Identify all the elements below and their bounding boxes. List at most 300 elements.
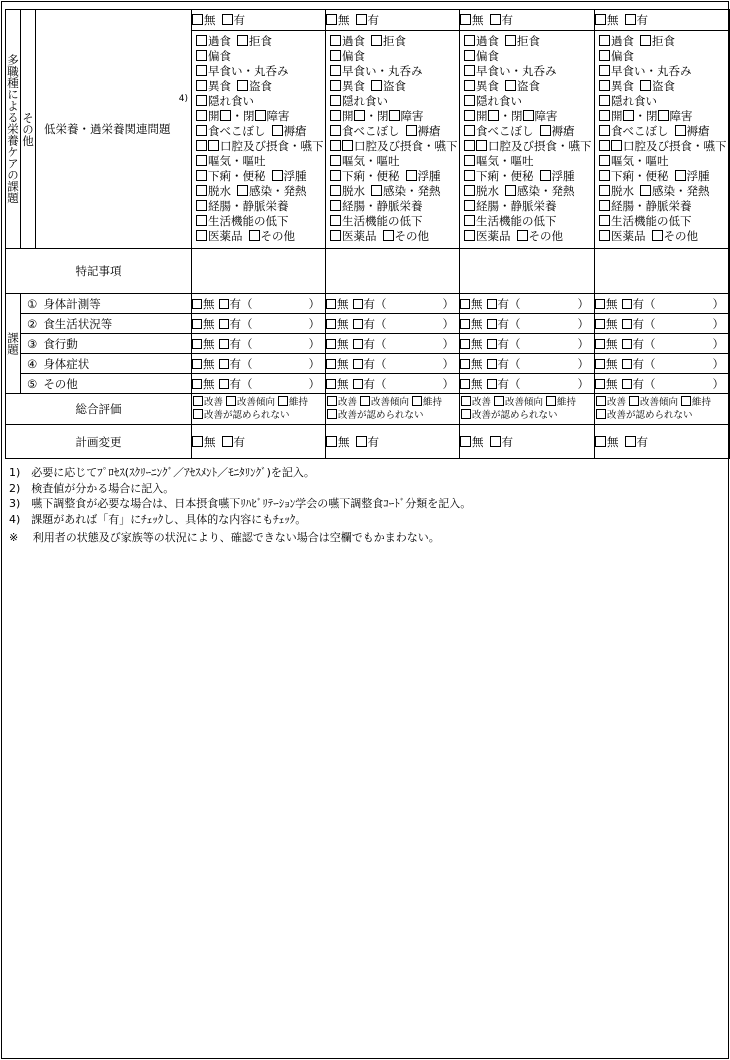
checkbox[interactable] [353, 359, 363, 369]
overall-eval-options[interactable] [595, 394, 730, 425]
checkbox[interactable] [237, 35, 248, 46]
checkbox[interactable] [406, 125, 417, 136]
option-label: ③ [27, 336, 38, 351]
checkbox[interactable] [599, 140, 610, 151]
option-label: 脱水 [611, 184, 634, 198]
kadai-yesno[interactable] [192, 294, 326, 314]
checkbox[interactable] [326, 14, 337, 25]
option-label: 維持 [423, 397, 443, 408]
special-notes-field[interactable] [460, 249, 595, 294]
option-line [192, 64, 325, 79]
checkbox[interactable] [371, 80, 382, 91]
checkbox[interactable] [599, 65, 610, 76]
problem-options [192, 31, 326, 249]
checkbox[interactable] [208, 140, 219, 151]
kadai-yesno[interactable] [326, 374, 460, 394]
checkbox[interactable] [330, 215, 341, 226]
checkbox[interactable] [353, 319, 363, 329]
checkbox[interactable] [658, 110, 669, 121]
checkbox[interactable] [599, 185, 610, 196]
checkbox[interactable] [196, 185, 207, 196]
checkbox[interactable] [461, 409, 471, 419]
eval-option-group [192, 396, 325, 422]
checkbox[interactable] [330, 95, 341, 106]
checkbox[interactable] [460, 319, 470, 329]
checkbox[interactable] [219, 299, 229, 309]
option-label: ） [308, 336, 320, 351]
checkbox[interactable] [599, 80, 610, 91]
option-label: 感染・発熱 [249, 184, 307, 198]
option-label: 有 [233, 13, 245, 27]
problem-yesno[interactable] [460, 10, 595, 31]
plan-change-yesno[interactable] [326, 425, 460, 459]
checkbox[interactable] [226, 396, 236, 406]
checkbox[interactable] [326, 436, 337, 447]
checkbox[interactable] [192, 14, 203, 25]
checkbox[interactable] [196, 80, 207, 91]
checkbox[interactable] [599, 170, 610, 181]
option-line [192, 34, 325, 49]
checkbox[interactable] [406, 170, 417, 181]
checkbox[interactable] [330, 50, 341, 61]
checkbox[interactable] [464, 185, 475, 196]
option-label: 浮腫 [551, 169, 575, 183]
kadai-item [21, 294, 192, 314]
option-label: 早食い・丸呑み [476, 64, 557, 78]
kadai-yesno[interactable] [460, 314, 595, 334]
checkbox[interactable] [540, 125, 551, 136]
checkbox[interactable] [487, 379, 497, 389]
checkbox[interactable] [640, 185, 651, 196]
plan-change-yesno[interactable] [460, 425, 595, 459]
checkbox[interactable] [412, 396, 422, 406]
option-label: 隠れ食い [476, 94, 522, 108]
checkbox[interactable] [371, 185, 382, 196]
checkbox[interactable] [326, 359, 336, 369]
checkbox[interactable] [464, 155, 475, 166]
checkbox[interactable] [327, 396, 337, 406]
problem-yesno[interactable] [326, 10, 460, 31]
checkbox[interactable] [330, 170, 341, 181]
option-line [192, 229, 325, 244]
kadai-yesno[interactable] [595, 294, 730, 314]
checkbox[interactable] [523, 110, 534, 121]
checkbox[interactable] [356, 436, 367, 447]
checkbox[interactable] [488, 110, 499, 121]
option-label: 過食 [342, 34, 365, 48]
option-line [595, 154, 729, 169]
problem-label: 低栄養・過栄養関連問題 [44, 122, 171, 136]
checkbox[interactable] [599, 230, 610, 241]
checkbox[interactable] [464, 140, 475, 151]
option-line [460, 64, 594, 79]
option-label: 嘔気・嘔吐 [476, 154, 534, 168]
special-notes-field[interactable] [595, 249, 730, 294]
checkbox[interactable] [196, 110, 207, 121]
checkbox[interactable] [464, 125, 475, 136]
option-label: 有 [367, 13, 379, 27]
option-label: 経腸・静脈栄養 [342, 199, 423, 213]
checkbox[interactable] [196, 140, 207, 151]
checkbox[interactable] [629, 396, 639, 406]
checkbox[interactable] [222, 14, 233, 25]
checkbox[interactable] [272, 125, 283, 136]
option-label: 維持 [289, 397, 309, 408]
option-line [192, 214, 325, 229]
option-line [460, 154, 594, 169]
checkbox[interactable] [599, 200, 610, 211]
checkbox[interactable] [460, 379, 470, 389]
checkbox[interactable] [330, 155, 341, 166]
kadai-yesno[interactable] [595, 354, 730, 374]
checkbox[interactable] [330, 110, 341, 121]
checkbox[interactable] [622, 359, 632, 369]
option-line [460, 139, 594, 154]
checkbox[interactable] [464, 50, 475, 61]
checkbox[interactable] [192, 319, 202, 329]
checkbox[interactable] [599, 155, 610, 166]
checkbox[interactable] [675, 125, 686, 136]
option-line [460, 79, 594, 94]
option-label: その他 [663, 229, 698, 243]
checkbox[interactable] [196, 125, 207, 136]
checkbox[interactable] [460, 299, 470, 309]
checkbox[interactable] [595, 319, 605, 329]
checkbox[interactable] [193, 396, 203, 406]
checkbox[interactable] [464, 95, 475, 106]
checkbox[interactable] [193, 409, 203, 419]
checkbox[interactable] [599, 125, 610, 136]
option-label: ） [712, 296, 724, 311]
option-label: 拒食 [652, 34, 675, 48]
option-label: （ [509, 356, 521, 371]
checkbox[interactable] [464, 80, 475, 91]
checkbox[interactable] [330, 185, 341, 196]
checkbox[interactable] [219, 379, 229, 389]
option-label: 改善が認められない [607, 410, 693, 421]
checkbox[interactable] [326, 339, 336, 349]
checkbox[interactable] [192, 379, 202, 389]
checkbox[interactable] [330, 35, 341, 46]
checkbox[interactable] [389, 110, 400, 121]
option-label: 褥瘡 [283, 124, 307, 138]
checkbox[interactable] [461, 396, 471, 406]
option-label: ） [712, 356, 724, 371]
checkbox[interactable] [354, 110, 365, 121]
checkbox[interactable] [330, 140, 341, 151]
checkbox[interactable] [460, 14, 471, 25]
kadai-yesno[interactable] [326, 354, 460, 374]
checkbox[interactable] [192, 339, 202, 349]
checkbox[interactable] [640, 80, 651, 91]
footnote: ※ 利用者の状態及び家族等の状況により、確認できない場合は空欄でもかまわない。 [9, 531, 440, 544]
kadai-yesno[interactable] [326, 334, 460, 354]
option-line [192, 139, 325, 154]
checkbox[interactable] [464, 65, 475, 76]
checkbox[interactable] [330, 230, 341, 241]
option-label: 脱水 [476, 184, 499, 198]
checkbox[interactable] [487, 319, 497, 329]
option-label: 過食 [476, 34, 499, 48]
checkbox[interactable] [192, 436, 203, 447]
option-label: （ [241, 356, 253, 371]
option-line [460, 199, 594, 214]
option-line [595, 124, 729, 139]
option-label: ） [712, 376, 724, 391]
checkbox[interactable] [460, 436, 471, 447]
footnote: 3) 嚥下調整食が必要な場合は、日本摂食嚥下ﾘﾊﾋﾞﾘﾃｰｼｮﾝ学会の嚥下調整食ｺｰﾄﾞ分類を記入。 [9, 497, 472, 510]
checkbox[interactable] [595, 339, 605, 349]
option-label: 有 [229, 336, 241, 351]
option-label: 生活機能の低下 [342, 214, 423, 228]
checkbox[interactable] [599, 110, 610, 121]
checkbox[interactable] [622, 339, 632, 349]
option-label: 早食い・丸呑み [208, 64, 289, 78]
option-label: 開 [342, 109, 354, 123]
option-label: 嘔気・嘔吐 [342, 154, 400, 168]
checkbox[interactable] [595, 299, 605, 309]
overall-eval-options[interactable] [326, 394, 460, 425]
checkbox[interactable] [505, 185, 516, 196]
option-label: 改善が認められない [338, 410, 424, 421]
problem-yesno[interactable] [595, 10, 730, 31]
checkbox[interactable] [249, 230, 260, 241]
special-notes-field[interactable] [192, 249, 326, 294]
checkbox[interactable] [464, 200, 475, 211]
checkbox[interactable] [383, 230, 394, 241]
checkbox[interactable] [330, 65, 341, 76]
option-label: 過食 [208, 34, 231, 48]
checkbox[interactable] [464, 110, 475, 121]
option-line [326, 169, 459, 184]
checkbox[interactable] [196, 35, 207, 46]
checkbox[interactable] [487, 359, 497, 369]
option-label: 盗食 [517, 79, 540, 93]
option-label: 改善 [204, 397, 224, 408]
checkbox[interactable] [595, 14, 606, 25]
option-label: 口腔及び摂食・嚥下 [623, 139, 727, 153]
checkbox[interactable] [652, 230, 663, 241]
checkbox[interactable] [219, 319, 229, 329]
checkbox[interactable] [353, 339, 363, 349]
checkbox[interactable] [255, 110, 266, 121]
checkbox[interactable] [464, 35, 475, 46]
option-label: 有 [229, 316, 241, 331]
checkbox[interactable] [196, 95, 207, 106]
checkbox[interactable] [464, 170, 475, 181]
option-label: ⑤ [27, 376, 38, 391]
option-label: 無 [471, 296, 483, 311]
option-line [595, 49, 729, 64]
option-label: 無 [203, 336, 215, 351]
checkbox[interactable] [596, 409, 606, 419]
option-label: 有 [233, 434, 245, 449]
option-label: 異食 [208, 79, 231, 93]
option-line [595, 214, 729, 229]
kadai-yesno[interactable] [460, 354, 595, 374]
option-line [326, 184, 459, 199]
checkbox[interactable] [326, 299, 336, 309]
checkbox[interactable] [625, 436, 636, 447]
option-label: 改善傾向 [640, 397, 679, 408]
checkbox[interactable] [595, 379, 605, 389]
option-label: 有 [636, 13, 648, 27]
kadai-yesno[interactable] [192, 334, 326, 354]
checkbox[interactable] [622, 379, 632, 389]
checkbox[interactable] [681, 396, 691, 406]
checkbox[interactable] [356, 14, 367, 25]
checkbox[interactable] [196, 170, 207, 181]
checkbox[interactable] [517, 230, 528, 241]
checkbox[interactable] [490, 14, 501, 25]
checkbox[interactable] [371, 35, 382, 46]
plan-change-yesno[interactable] [192, 425, 326, 459]
checkbox[interactable] [353, 299, 363, 309]
checkbox[interactable] [623, 110, 634, 121]
checkbox[interactable] [640, 35, 651, 46]
kadai-yesno[interactable] [192, 354, 326, 374]
option-line [595, 94, 729, 109]
kadai-yesno[interactable] [595, 314, 730, 334]
checkbox[interactable] [599, 215, 610, 226]
option-label: ） [577, 296, 589, 311]
checkbox[interactable] [330, 80, 341, 91]
checkbox[interactable] [196, 65, 207, 76]
checkbox[interactable] [196, 50, 207, 61]
checkbox[interactable] [625, 14, 636, 25]
option-line [595, 229, 729, 244]
option-label: ） [308, 316, 320, 331]
option-label: 有 [363, 336, 375, 351]
checkbox[interactable] [540, 170, 551, 181]
checkbox[interactable] [219, 339, 229, 349]
overall-eval-options[interactable] [192, 394, 326, 425]
kadai-yesno[interactable] [460, 294, 595, 314]
special-notes-field[interactable] [326, 249, 460, 294]
checkbox[interactable] [599, 95, 610, 106]
kadai-yesno[interactable] [460, 374, 595, 394]
problem-yesno[interactable] [192, 10, 326, 31]
option-label: 褥瘡 [686, 124, 710, 138]
checkbox[interactable] [326, 379, 336, 389]
checkbox[interactable] [342, 140, 353, 151]
option-label: 開 [476, 109, 488, 123]
checkbox[interactable] [326, 319, 336, 329]
checkbox[interactable] [595, 436, 606, 447]
checkbox[interactable] [487, 299, 497, 309]
checkbox[interactable] [330, 200, 341, 211]
option-label: 無 [337, 356, 349, 371]
checkbox[interactable] [487, 339, 497, 349]
option-line [595, 109, 729, 124]
option-label: 隠れ食い [342, 94, 388, 108]
option-label: 改善 [472, 397, 492, 408]
checkbox[interactable] [505, 80, 516, 91]
option-label: 浮腫 [417, 169, 441, 183]
checkbox[interactable] [196, 155, 207, 166]
footnote: 1) 必要に応じてﾌﾟﾛｾｽ(ｽｸﾘｰﾆﾝｸﾞ／ｱｾｽﾒﾝﾄ／ﾓﾆﾀﾘﾝｸﾞ)を記入。 [9, 466, 315, 479]
kadai-yesno[interactable] [460, 334, 595, 354]
option-line [326, 34, 459, 49]
option-label: 浮腫 [283, 169, 307, 183]
checkbox[interactable] [505, 35, 516, 46]
option-label: （ [509, 376, 521, 391]
checkbox[interactable] [476, 140, 487, 151]
checkbox[interactable] [622, 299, 632, 309]
checkbox[interactable] [599, 50, 610, 61]
kadai-yesno[interactable] [326, 314, 460, 334]
checkbox[interactable] [330, 125, 341, 136]
option-label: 無 [606, 316, 618, 331]
option-label: 無 [606, 336, 618, 351]
checkbox[interactable] [464, 215, 475, 226]
option-label: 改善傾向 [237, 397, 276, 408]
overall-eval-options[interactable] [460, 394, 595, 425]
option-label: ） [712, 336, 724, 351]
checkbox[interactable] [460, 359, 470, 369]
checkbox[interactable] [595, 359, 605, 369]
option-label: ① [27, 296, 38, 311]
checkbox[interactable] [278, 396, 288, 406]
checkbox[interactable] [546, 396, 556, 406]
special-notes-label: 特記事項 [6, 249, 192, 294]
checkbox[interactable] [196, 215, 207, 226]
checkbox[interactable] [490, 436, 501, 447]
checkbox[interactable] [460, 339, 470, 349]
checkbox[interactable] [219, 359, 229, 369]
checkbox[interactable] [596, 396, 606, 406]
checkbox[interactable] [237, 80, 248, 91]
option-label: 浮腫 [686, 169, 710, 183]
checkbox[interactable] [196, 230, 207, 241]
checkbox[interactable] [494, 396, 504, 406]
kadai-yesno[interactable] [192, 314, 326, 334]
checkbox[interactable] [464, 230, 475, 241]
checkbox[interactable] [196, 200, 207, 211]
checkbox[interactable] [222, 436, 233, 447]
option-label: 偏食 [342, 49, 365, 63]
option-label: 改善傾向 [505, 397, 544, 408]
checkbox[interactable] [599, 35, 610, 46]
sub-label: その他 [21, 111, 36, 147]
checkbox[interactable] [675, 170, 686, 181]
kadai-yesno[interactable] [326, 294, 460, 314]
option-label: 開 [208, 109, 220, 123]
option-line [460, 34, 594, 49]
option-label: 食べこぼし [342, 124, 400, 138]
kadai-yesno[interactable] [595, 334, 730, 354]
checkbox[interactable] [272, 170, 283, 181]
option-label: 褥瘡 [417, 124, 441, 138]
checkbox[interactable] [237, 185, 248, 196]
option-line [192, 124, 325, 139]
checkbox[interactable] [360, 396, 370, 406]
checkbox[interactable] [611, 140, 622, 151]
checkbox[interactable] [353, 379, 363, 389]
checkbox[interactable] [622, 319, 632, 329]
option-label: 偏食 [476, 49, 499, 63]
plan-change-yesno[interactable] [595, 425, 730, 459]
checkbox[interactable] [192, 299, 202, 309]
option-label: その他 [394, 229, 429, 243]
option-label: ・閉 [499, 109, 523, 123]
checkbox[interactable] [192, 359, 202, 369]
kadai-yesno[interactable] [595, 374, 730, 394]
checkbox[interactable] [220, 110, 231, 121]
kadai-yesno[interactable] [192, 374, 326, 394]
option-label: 無 [203, 296, 215, 311]
checkbox[interactable] [327, 409, 337, 419]
